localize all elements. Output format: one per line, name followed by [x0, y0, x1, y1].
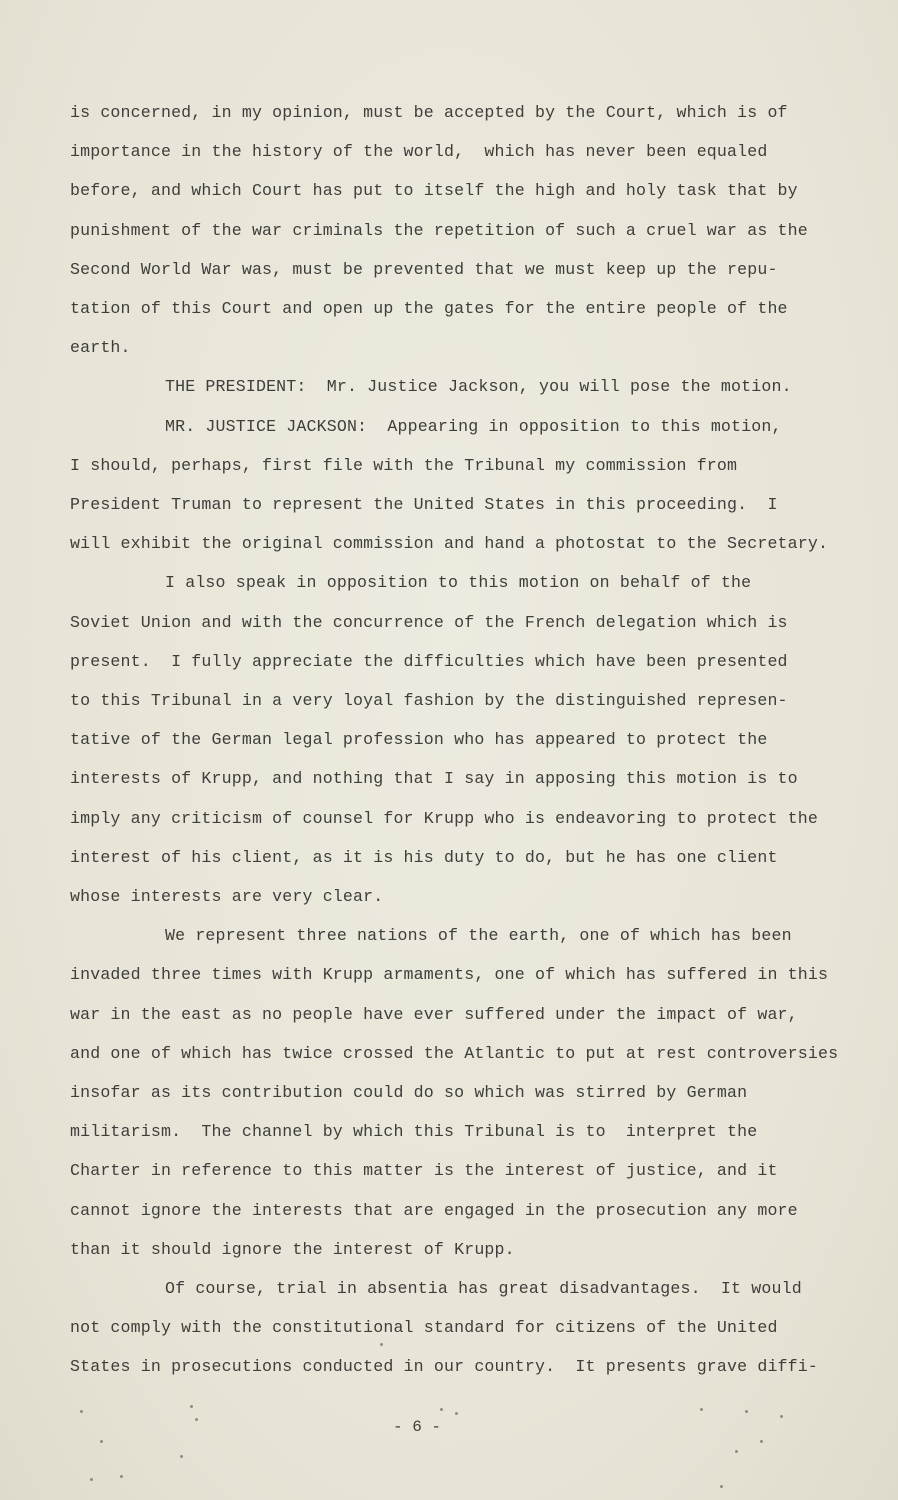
- text-line: interest of his client, as it is his duty to do, but he has one client: [70, 847, 778, 867]
- ink-speck: [745, 1410, 748, 1413]
- ink-speck: [700, 1408, 703, 1411]
- text-line: Second World War was, must be prevented that we must keep up the repu-: [70, 259, 778, 279]
- ink-speck: [120, 1475, 123, 1478]
- text-line: to this Tribunal in a very loyal fashion by the distinguished represen-: [70, 691, 788, 710]
- text-line: I also speak in opposition to this motion on behalf of the: [165, 573, 752, 593]
- ink-speck: [780, 1415, 783, 1418]
- text-line: than it should ignore the interest of Krupp.: [70, 1239, 515, 1259]
- ink-speck: [760, 1440, 763, 1443]
- text-line: tation of this Court and open up the gates for the entire people of the: [70, 299, 788, 318]
- text-line: tative of the German legal profession who has appeared to protect the: [70, 730, 768, 750]
- text-line: war in the east as no people have ever suffered under the impact of war,: [70, 1004, 798, 1024]
- text-line: is concerned, in my opinion, must be accepted by the Court, which is of: [70, 103, 788, 122]
- text-line: Of course, trial in absentia has great disadvantages. It would: [165, 1279, 802, 1298]
- text-line: Charter in reference to this matter is the interest of justice, and it: [70, 1161, 778, 1181]
- text-line: before, and which Court has put to itself the high and holy task that by: [70, 181, 798, 201]
- text-line: I should, perhaps, first file with the Tribunal my commission from: [70, 455, 738, 475]
- text-line: President Truman to represent the United States in this proceeding. I: [70, 495, 778, 514]
- text-line: imply any criticism of counsel for Krupp who is endeavoring to protect the: [70, 808, 818, 828]
- text-line: States in prosecutions conducted in our country. It presents grave diffi-: [70, 1357, 818, 1377]
- ink-speck: [80, 1410, 83, 1413]
- ink-speck: [180, 1455, 183, 1458]
- ink-speck: [720, 1485, 723, 1488]
- ink-speck: [90, 1478, 93, 1481]
- text-line: We represent three nations of the earth, one of which has been: [165, 926, 792, 946]
- page-number: - 6 -: [393, 1418, 442, 1436]
- ink-speck: [190, 1405, 193, 1408]
- ink-speck: [735, 1450, 738, 1453]
- text-line: invaded three times with Krupp armaments, one of which has suffered in this: [70, 965, 829, 985]
- ink-speck: [440, 1408, 443, 1411]
- text-line: THE PRESIDENT: Mr. Justice Jackson, you will pose the motion.: [165, 377, 792, 397]
- text-line: insofar as its contribution could do so which was stirred by German: [70, 1083, 748, 1102]
- text-line: cannot ignore the interests that are engaged in the prosecution any more: [70, 1200, 798, 1220]
- text-line: Soviet Union and with the concurrence of the French delegation which is: [70, 612, 788, 632]
- text-line: MR. JUSTICE JACKSON: Appearing in opposition to this motion,: [165, 416, 782, 436]
- ink-speck: [380, 1343, 383, 1346]
- text-line: importance in the history of the world, which has never been equaled: [70, 142, 768, 162]
- text-line: interests of Krupp, and nothing that I say in apposing this motion is to: [70, 769, 798, 789]
- text-line: not comply with the constitutional standard for citizens of the United: [70, 1318, 778, 1338]
- text-line: whose interests are very clear.: [70, 887, 384, 906]
- text-line: and one of which has twice crossed the Atlantic to put at rest controversies: [70, 1043, 839, 1063]
- text-line: present. I fully appreciate the difficulties which have been presented: [70, 651, 788, 671]
- text-line: earth.: [70, 338, 131, 358]
- text-line: militarism. The channel by which this Tribunal is to interpret the: [70, 1122, 758, 1142]
- text-line: will exhibit the original commission and hand a photostat to the Secretary.: [70, 534, 829, 554]
- ink-speck: [195, 1418, 198, 1421]
- ink-speck: [100, 1440, 103, 1443]
- ink-speck: [455, 1412, 458, 1415]
- text-line: punishment of the war criminals the repetition of such a cruel war as the: [70, 220, 808, 240]
